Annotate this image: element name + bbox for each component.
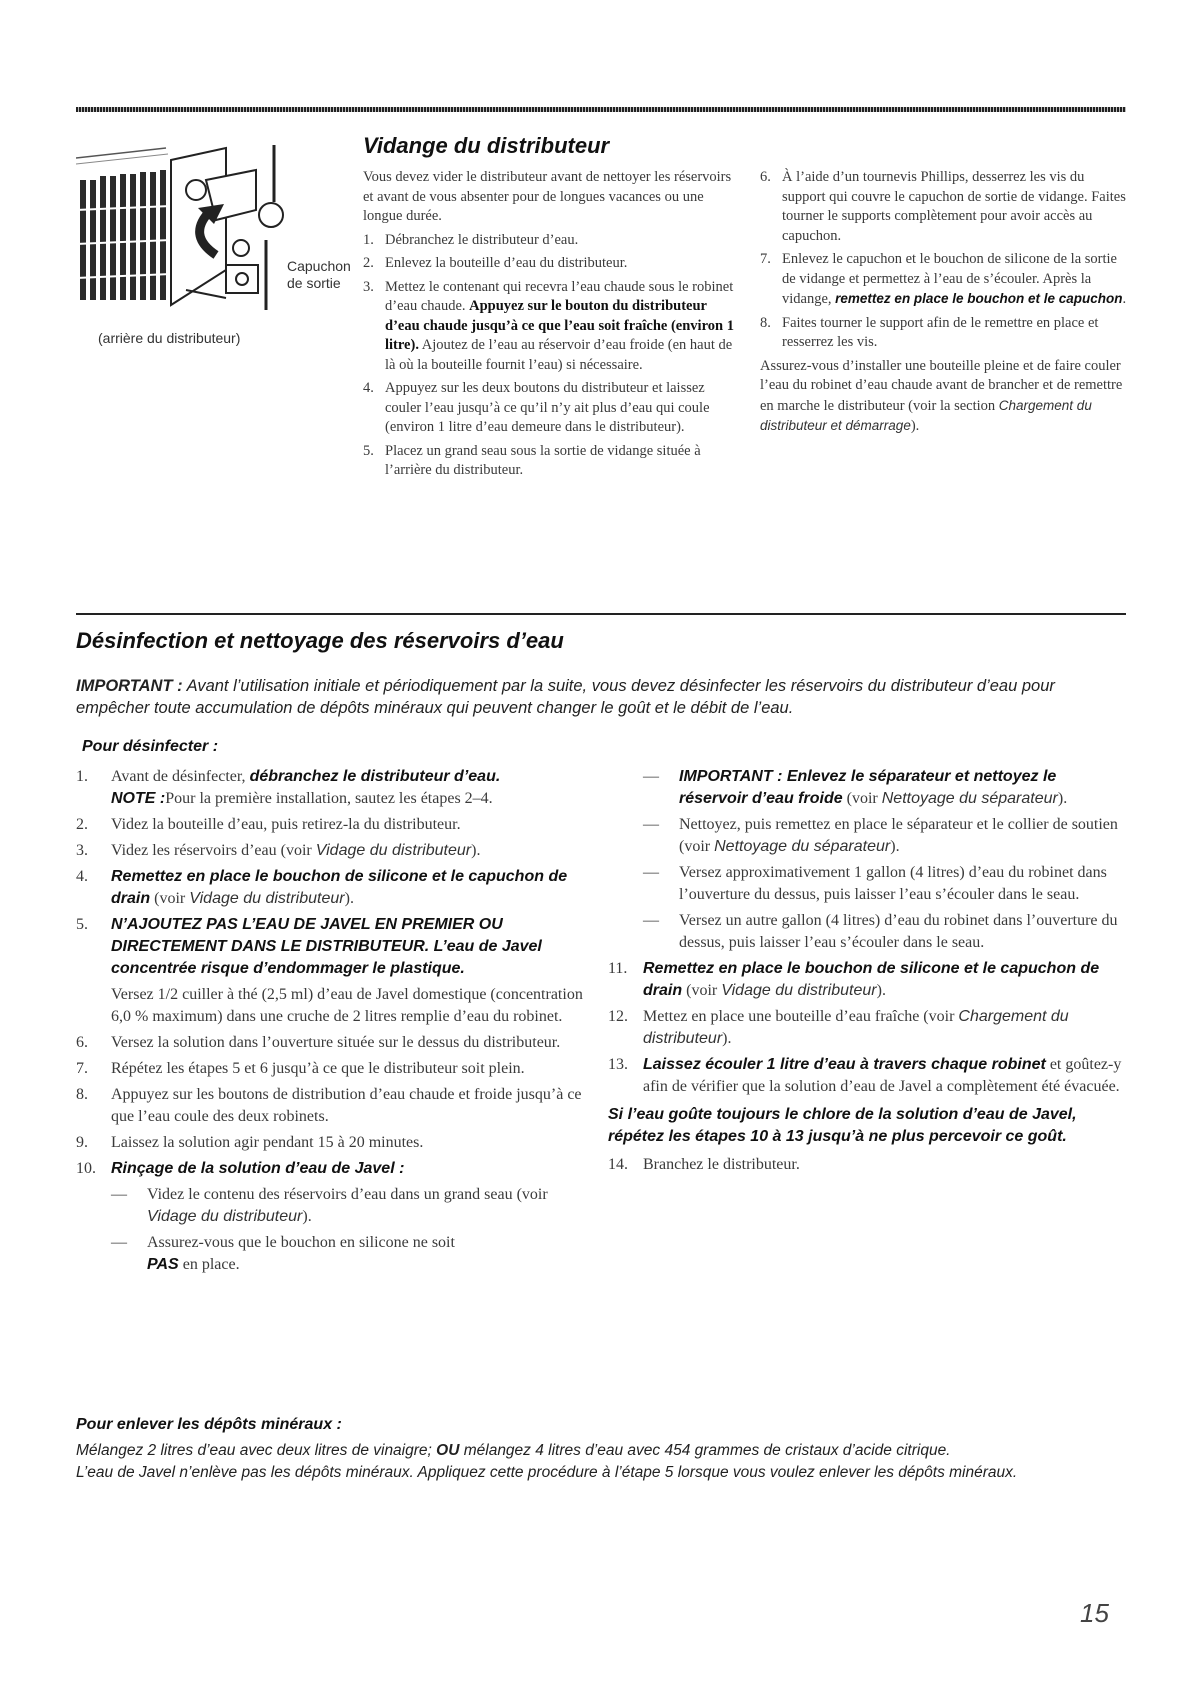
step-text: Mettez le contenant qui recevra l’eau chaude sous le robinet d’eau chaude. [385, 278, 734, 314]
step-emphasis: Laissez écouler 1 litre d’eau à travers chaque robinet [643, 1056, 1046, 1073]
section2-col-a [76, 766, 596, 1276]
dash-item: — Versez approximativement 1 gallon (4 litres) d’eau du robinet dans l’ouverture du dessus, puis laisser l’eau s’écouler dans le seau. [643, 862, 1128, 906]
mineral-line-1 [76, 1440, 1126, 1462]
outro-link: Chargement du distributeur et démarrage [760, 397, 1092, 433]
page-number: 15 [1080, 1598, 1109, 1628]
step-emphasis: remettez en place le bouchon et le capuchon [835, 291, 1123, 306]
section-title-desinfection: Désinfection et nettoyage des réservoirs d’eau [76, 628, 564, 653]
step-emphasis: Remettez en place le bouchon de silicone et le capuchon de drain [643, 960, 1100, 999]
section-title-vidange: Vidange du distributeur [363, 133, 610, 158]
list-item: 13. Laissez écouler 1 litre d’eau à travers chaque robinet et goûtez-y afin de vérifier que la solution d’eau de Javel a complètement été évacuée. [608, 1056, 1122, 1095]
mineral-or: OU [436, 1442, 460, 1459]
subheading-mineraux: Pour enlever les dépôts minéraux : [76, 1416, 342, 1433]
step-text: Nettoyez, puis remettez en place le séparateur et le collier de soutien (voir [679, 816, 1118, 855]
step-text: Versez approximativement 1 gallon (4 litres) d’eau du robinet dans l’ouverture du dessus, puis laisser l’eau s’écouler dans le seau. [679, 864, 1107, 903]
note-label: NOTE : [111, 790, 166, 807]
step-text: Placez un grand seau sous la sortie de vidange située à l’arrière du distributeur. [385, 442, 701, 478]
list-item: 4. Appuyez sur les deux boutons du distributeur et laissez couler l’eau jusqu’à ce qu’il n’y ait plus d’eau qui coule (environ 1 litre d’eau demeure dans le distributeur). [363, 379, 735, 438]
step-text: À l’aide d’un tournevis Phillips, desserrez les vis du support qui couvre le capuchon de sortie de vidange. Faites tourner le supports complètement pour avoir accès au capuchon. [782, 169, 1126, 244]
step-reference: Vidage du distributeur [189, 890, 345, 907]
list-item: 14. Branchez le distributeur. [608, 1154, 1128, 1176]
step-emphasis: IMPORTANT : Enlevez le séparateur et nettoyez le réservoir d’eau froide [679, 768, 1057, 807]
important-text: Avant l’utilisation initiale et périodiquement par la suite, vous devez désinfecter les réservoirs du distributeur d’eau pour empêcher toute accumulation de dépôts minéraux qui peuvent changer le goût et le débit de l’eau. [76, 677, 1055, 717]
warning-text: Si l’eau goûte toujours le chlore de la solution d’eau de Javel, répétez les étapes 10 à 13 jusqu’à ne plus percevoir ce goût. [608, 1106, 1077, 1145]
step-reference: Nettoyage du séparateur [881, 790, 1058, 807]
step-text: Enlevez le capuchon et le bouchon de silicone de la sortie de vidange et permettez à l’eau de s’écouler. Après la vidange, [782, 251, 1117, 307]
step-reference: Vidage du distributeur [721, 982, 877, 999]
step-text: Débranchez le distributeur d’eau. [385, 231, 579, 248]
step-text: Videz le contenu des réservoirs d’eau dans un grand seau (voir [147, 1186, 548, 1203]
step-text: Appuyez sur les boutons de distribution d’eau chaude et froide jusqu’à ce que l’eau coule des deux robinets. [111, 1086, 582, 1125]
list-item: 9. Laissez la solution agir pendant 15 à 20 minutes. [76, 1132, 596, 1154]
list-item: 7. Répétez les étapes 5 et 6 jusqu’à ce que le distributeur soit plein. [76, 1058, 596, 1080]
step-text: Videz la bouteille d’eau, puis retirez-la du distributeur. [111, 816, 461, 833]
list-item: 2. Enlevez la bouteille d’eau du distributeur. [363, 254, 735, 274]
step-emphasis: Remettez en place le bouchon de silicone et le capuchon de drain [111, 868, 568, 907]
list-item: 2. Videz la bouteille d’eau, puis retirez-la du distributeur. [76, 814, 596, 836]
step-text: Appuyez sur les deux boutons du distributeur et laissez couler l’eau jusqu’à ce qu’il n’y ait plus d’eau qui coule (environ 1 litre d’eau demeure dans le distributeur). [385, 380, 710, 435]
figure-label-cap-line2: de sortie [287, 275, 341, 291]
step-reference: Vidage du distributeur [147, 1208, 303, 1225]
list-item: 1. Avant de désinfecter, débranchez le distributeur d’eau. NOTE :Pour la première installation, sautez les étapes 2–4. [76, 768, 501, 807]
list-item: 12. Mettez en place une bouteille d’eau fraîche (voir Chargement du distributeur). [608, 1008, 1069, 1047]
step-text: en place. [182, 1256, 240, 1273]
mineral-instructions [76, 1440, 1126, 1484]
mineral-text: mélangez 4 litres d’eau avec 454 grammes de cristaux d’acide citrique. [463, 1442, 951, 1459]
outro-main: Assurez-vous d’installer une bouteille pleine et de faire couler l’eau du robinet d’eau chaude avant de brancher et de remettre en marche le distributeur (voir la section [760, 357, 1123, 414]
figure-caption: (arrière du distributeur) [98, 330, 241, 346]
section-divider [76, 613, 1126, 615]
list-item: 6. Versez la solution dans l’ouverture située sur le dessus du distributeur. [76, 1032, 596, 1054]
step-emphasis: Rinçage de la solution d’eau de Javel : [111, 1160, 405, 1177]
step-text: Videz les réservoirs d’eau (voir [111, 842, 312, 859]
subheading-desinfecter: Pour désinfecter : [82, 738, 219, 755]
list-item: 8. Appuyez sur les boutons de distribution d’eau chaude et froide jusqu’à ce que l’eau coule des deux robinets. [76, 1084, 596, 1128]
step-text: Assurez-vous que le bouchon en silicone ne soit [147, 1234, 455, 1251]
top-rule [76, 107, 1126, 112]
step-text: Mettez en place une bouteille d’eau fraîche (voir [643, 1008, 955, 1025]
list-item: 8. Faites tourner le support afin de le remettre en place et resserrez les vis. [760, 314, 1128, 353]
list-item: 6. À l’aide d’un tournevis Phillips, desserrez les vis du support qui couvre le capuchon de sortie de vidange. Faites tourner le supports complètement pour avoir accès au capuchon. [760, 168, 1128, 246]
step-text: Laissez la solution agir pendant 15 à 20 minutes. [111, 1134, 424, 1151]
mineral-text: Mélangez 2 litres d’eau avec deux litres de vinaigre; [76, 1442, 432, 1459]
list-item: 1. Débranchez le distributeur d’eau. [363, 231, 735, 251]
intro-text: Vous devez vider le distributeur avant de nettoyer les réservoirs et avant de vous absenter pour de longues vacances ou une longue durée. [363, 169, 732, 224]
list-item: 5. N’AJOUTEZ PAS L’EAU DE JAVEL EN PREMIER OU DIRECTEMENT DANS LE DISTRIBUTEUR. L’eau de Javel concentrée risque d’endommager le plastique. Versez 1/2 cuiller à thé (2,5 ml) d’eau de Javel domestique (concentration 6,0 % maximum) dans une cruche de 2 litres remplie d’eau du robinet. [76, 914, 596, 1028]
step-reference: Vidage du distributeur [315, 842, 472, 859]
important-label: IMPORTANT : [76, 677, 183, 695]
step-text: Pour la première installation, sautez les étapes 2–4. [165, 790, 493, 807]
step-emphasis: PAS [147, 1256, 179, 1273]
step-text: Répétez les étapes 5 et 6 jusqu’à ce que le distributeur soit plein. [111, 1060, 525, 1077]
section1-col-b [760, 168, 1128, 437]
section2-col-b [608, 766, 1128, 1176]
list-item: 11. Remettez en place le bouchon de silicone et le capuchon de drain (voir Vidage du distributeur). [608, 960, 1100, 999]
list-item: 10. Rinçage de la solution d’eau de Javel : [76, 1158, 596, 1180]
step-reference: Nettoyage du séparateur [714, 838, 891, 855]
step-text: Branchez le distributeur. [643, 1156, 800, 1173]
dash-item: — IMPORTANT : Enlevez le séparateur et nettoyez le réservoir d’eau froide (voir Nettoyage du séparateur). [643, 768, 1068, 807]
list-item: 3. Mettez le contenant qui recevra l’eau chaude sous le robinet d’eau chaude. Appuyez sur le bouton du distributeur d’eau chaude jusqu’à ce que l’eau soit fraîche (environ 1 litre). Ajoutez de l’eau au réservoir d’eau froide (en haut de là où la bouteille fournit l’eau) si nécessaire. [363, 278, 734, 373]
list-item: 3. Videz les réservoirs d’eau (voir Vidage du distributeur). [76, 842, 481, 859]
step-text: Enlevez la bouteille d’eau du distributeur. [385, 255, 628, 271]
dash-item: — Assurez-vous que le bouchon en silicone ne soit PAS en place. [111, 1234, 455, 1273]
mineral-line-2: L’eau de Javel n’enlève pas les dépôts minéraux. Appliquez cette procédure à l’étape 5 lorsque vous voulez enlever les dépôts minéraux. [76, 1464, 1018, 1481]
step-text: Versez un autre gallon (4 litres) d’eau du robinet dans l’ouverture du dessus, puis laisser l’eau s’écouler dans le seau. [679, 912, 1118, 951]
step-text: Avant de désinfecter, [111, 768, 246, 785]
dispenser-back-illustration [76, 140, 296, 320]
dash-item: — Versez un autre gallon (4 litres) d’eau du robinet dans l’ouverture du dessus, puis laisser l’eau s’écouler dans le seau. [643, 910, 1128, 954]
step-emphasis: débranchez le distributeur d’eau. [249, 768, 501, 785]
step-text: Faites tourner le support afin de le remettre en place et resserrez les vis. [782, 314, 1099, 350]
step-text: et goûtez-y afin de vérifier que la solution d’eau de Javel a complètement été évacuée. [643, 1056, 1122, 1095]
step-emphasis: Appuyez sur le bouton du distributeur d’eau chaude jusqu’à ce que l’eau soit fraîche (environ 1 litre). [385, 298, 734, 353]
important-note [76, 675, 1126, 719]
step-warning: N’AJOUTEZ PAS L’EAU DE JAVEL EN PREMIER OU DIRECTEMENT DANS LE DISTRIBUTEUR. L’eau de Javel concentrée risque d’endommager le plastique. [111, 916, 542, 977]
section1-col-a [363, 168, 735, 481]
figure-label-cap-line1: Capuchon [287, 258, 351, 274]
step-reference: Chargement du distributeur [643, 1008, 1069, 1047]
list-item: 7. Enlevez le capuchon et le bouchon de silicone de la sortie de vidange et permettez à l’eau de s’écouler. Après la vidange, remettez en place le bouchon et le capuchon. [760, 251, 1127, 307]
drain-cap-diagram-icon [76, 140, 296, 320]
figure-label-cap [287, 258, 351, 292]
dash-item: — Videz le contenu des réservoirs d’eau dans un grand seau (voir Vidage du distributeur). [111, 1186, 548, 1225]
list-item: 4. Remettez en place le bouchon de silicone et le capuchon de drain (voir Vidage du distributeur). [76, 868, 568, 907]
dash-item: — Nettoyez, puis remettez en place le séparateur et le collier de soutien (voir Nettoyage du séparateur). [643, 816, 1118, 855]
list-item: 5. Placez un grand seau sous la sortie de vidange située à l’arrière du distributeur. [363, 442, 735, 481]
step-text: Ajoutez de l’eau au réservoir d’eau froide (en haut de là où la bouteille fournit l’eau) si nécessaire. [385, 337, 733, 373]
outro-text: Assurez-vous d’installer une bouteille pleine et de faire couler l’eau du robinet d’eau chaude avant de brancher et de remettre en marche le distributeur (voir la section Chargement du distributeur et démarrage). [760, 357, 1123, 434]
step-text: Versez la solution dans l’ouverture située sur le dessus du distributeur. [111, 1034, 561, 1051]
step-text: Versez 1/2 cuiller à thé (2,5 ml) d’eau de Javel domestique (concentration 6,0 % maximum) dans une cruche de 2 litres remplie d’eau du robinet. [111, 986, 583, 1025]
